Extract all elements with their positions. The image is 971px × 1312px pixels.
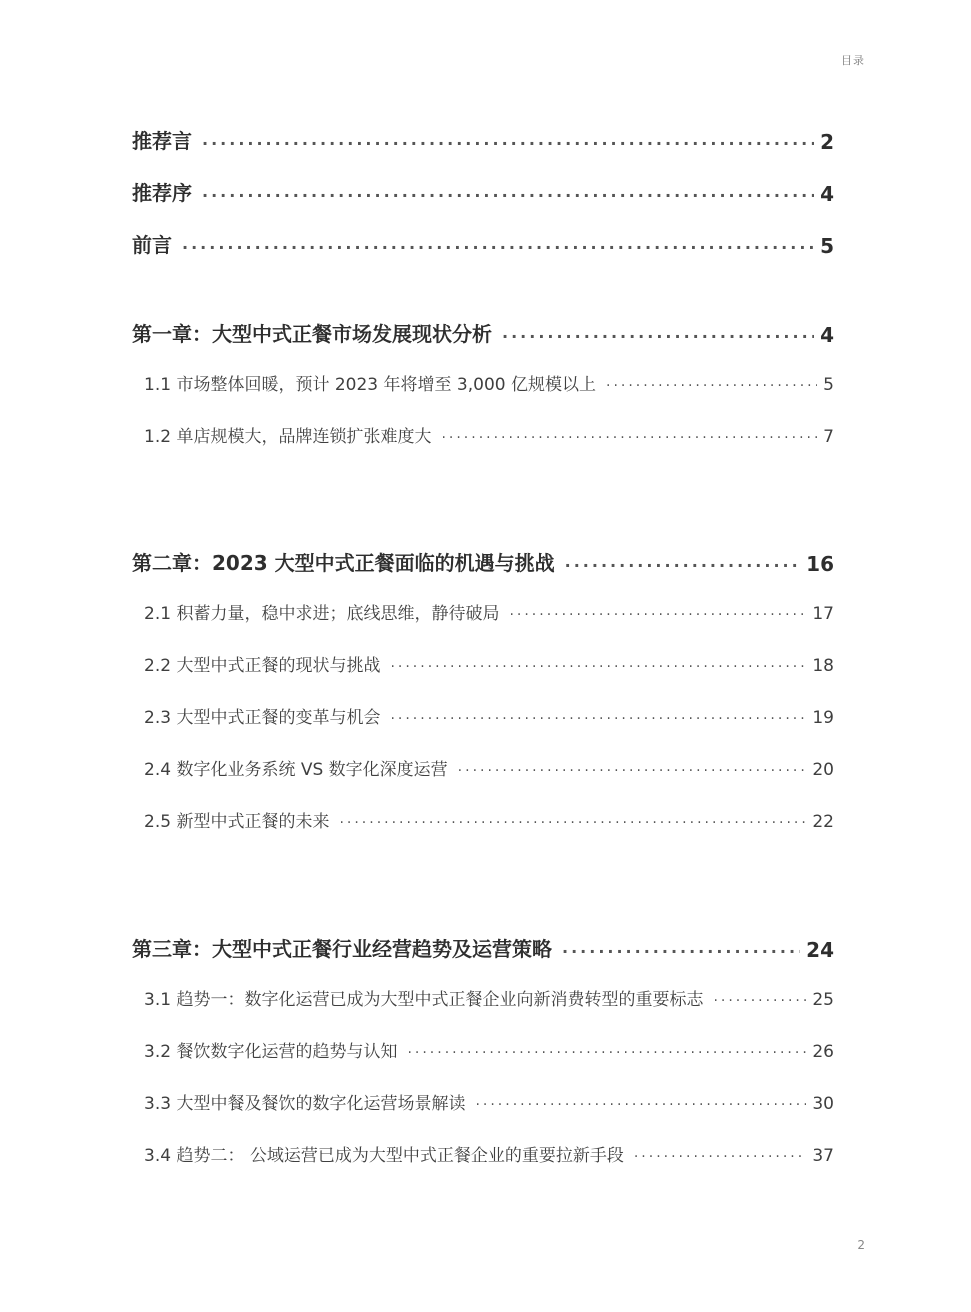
toc-entry-title: 3.3 大型中餐及餐饮的数字化运营场景解读: [144, 1094, 466, 1114]
toc-entry-page: 18: [812, 656, 834, 676]
toc-entry-title: 2.1 积蓄力量，稳中求进；底线思维，静待破局: [144, 604, 500, 624]
toc-entry-title: 1.1 市场整体回暖，预计 2023 年将增至 3,000 亿规模以上: [144, 375, 596, 395]
dot-leader: [390, 658, 806, 676]
toc-entry-title: 第三章：大型中式正餐行业经营趋势及运营策略: [132, 937, 552, 961]
dot-leader: [502, 327, 814, 347]
toc-entry-foreword[interactable]: [132, 229, 834, 258]
toc-entry-page: 25: [812, 990, 834, 1010]
toc-entry-title: 第一章：大型中式正餐市场发展现状分析: [132, 322, 492, 346]
toc-entry-3-2[interactable]: [132, 1037, 834, 1062]
toc-entry-page: 19: [812, 708, 834, 728]
dot-leader: [634, 1148, 807, 1166]
toc-entry-title: 2.3 大型中式正餐的变革与机会: [144, 708, 381, 728]
dot-leader: [202, 186, 814, 206]
toc-entry-page: 30: [812, 1094, 834, 1114]
toc-entry-page: 4: [820, 323, 834, 347]
dot-leader: [182, 238, 814, 258]
dot-leader: [202, 134, 814, 154]
toc-entry-page: 7: [823, 427, 834, 447]
dot-leader: [475, 1096, 806, 1114]
toc-entry-recommendation[interactable]: [132, 125, 834, 154]
toc-entry-title: 2.4 数字化业务系统 VS 数字化深度运营: [144, 760, 448, 780]
page-number: 2: [857, 1238, 865, 1252]
toc-entry-2-4[interactable]: [132, 755, 834, 780]
toc-entry-2-3[interactable]: [132, 703, 834, 728]
toc-entry-title: 第二章：2023 大型中式正餐面临的机遇与挑战: [132, 551, 555, 575]
toc-entry-page: 2: [820, 130, 834, 154]
toc-entry-preface-recommendation[interactable]: [132, 177, 834, 206]
toc-entry-page: 5: [823, 375, 834, 395]
toc-entry-page: 24: [806, 938, 834, 962]
toc-entry-title: 2.5 新型中式正餐的未来: [144, 812, 330, 832]
dot-leader: [390, 710, 806, 728]
toc-entry-title: 前言: [132, 233, 172, 257]
toc-entry-page: 37: [812, 1146, 834, 1166]
section-header-label: 目录: [841, 54, 865, 67]
toc-entry-3-1[interactable]: [132, 985, 834, 1010]
toc-entry-page: 5: [820, 234, 834, 258]
toc-entry-page: 4: [820, 182, 834, 206]
toc-entry-title: 推荐言: [132, 129, 192, 153]
dot-leader: [509, 606, 806, 624]
dot-leader: [713, 992, 806, 1010]
dot-leader: [441, 429, 817, 447]
toc-entry-title: 3.1 趋势一：数字化运营已成为大型中式正餐企业向新消费转型的重要标志: [144, 990, 704, 1010]
toc-entry-chapter-1[interactable]: [132, 318, 834, 347]
toc-entry-page: 26: [812, 1042, 834, 1062]
dot-leader: [407, 1044, 806, 1062]
toc-entry-2-1[interactable]: [132, 599, 834, 624]
dot-leader: [565, 556, 801, 576]
toc-entry-3-4[interactable]: [132, 1141, 834, 1166]
dot-leader: [458, 762, 807, 780]
toc-entry-title: 推荐序: [132, 181, 192, 205]
dot-leader: [339, 814, 806, 832]
toc-entry-1-1[interactable]: [132, 370, 834, 395]
toc-entry-chapter-3[interactable]: [132, 933, 834, 962]
toc-entry-title: 3.2 餐饮数字化运营的趋势与认知: [144, 1042, 398, 1062]
toc-entry-page: 17: [812, 604, 834, 624]
toc-entry-3-3[interactable]: [132, 1089, 834, 1114]
dot-leader: [562, 942, 800, 962]
toc-entry-page: 20: [812, 760, 834, 780]
toc-entry-title: 3.4 趋势二： 公域运营已成为大型中式正餐企业的重要拉新手段: [144, 1146, 624, 1166]
toc-entry-title: 2.2 大型中式正餐的现状与挑战: [144, 656, 381, 676]
toc-entry-chapter-2[interactable]: [132, 547, 834, 576]
toc-entry-page: 22: [812, 812, 834, 832]
toc-entry-page: 16: [806, 552, 834, 576]
toc-entry-2-5[interactable]: [132, 807, 834, 832]
toc-entry-1-2[interactable]: [132, 422, 834, 447]
toc-entry-title: 1.2 单店规模大，品牌连锁扩张难度大: [144, 427, 432, 447]
dot-leader: [606, 377, 817, 395]
toc-entry-2-2[interactable]: [132, 651, 834, 676]
